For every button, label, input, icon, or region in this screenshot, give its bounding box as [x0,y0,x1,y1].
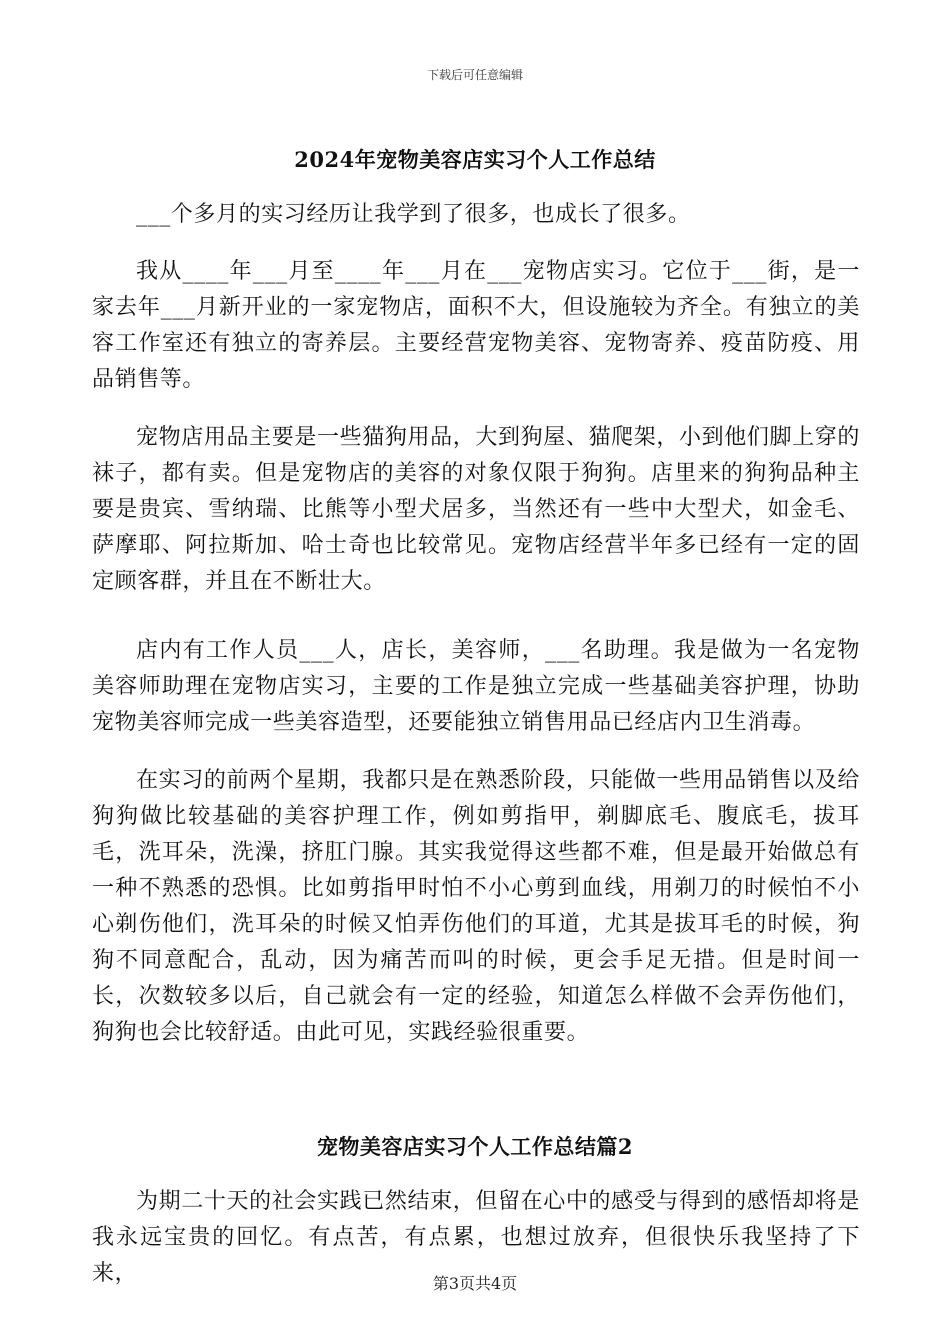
paragraph-first-weeks: 在实习的前两个星期，我都只是在熟悉阶段，只能做一些用品销售以及给狗狗做比较基础的美容护理工作，例如剪指甲，剃脚底毛、腹底毛，拔耳毛，洗耳朵，洗澡，挤肛门腺。其实我觉得这些都不难，但是最开始做总有一种不熟悉的恐惧。比如剪指甲时怕不小心剪到血线，用剃刀的时候怕不小心剃伤他们，洗耳朵的时候又怕弄伤他们的耳道，尤其是拔耳毛的时候，狗狗不同意配合，乱动，因为痛苦而叫的时候，更会手足无措。但是时间一长，次数较多以后，自己就会有一定的经验，知道怎么样做不会弄伤他们，狗狗也会比较舒适。由此可见，实践经验很重要。 [92,768,860,1045]
page-number: 第3页共4页 [432,1274,518,1293]
page-header-note: 下载后可任意编辑 [426,68,523,82]
paragraph-store-products: 宠物店用品主要是一些猫狗用品，大到狗屋、猫爬架，小到他们脚上穿的袜子，都有卖。但是宠物店的美容的对象仅限于狗狗。店里来的狗狗品种主要是贵宾、雪纳瑞、比熊等小型犬居多，当然还有一些中大型犬，如金毛、萨摩耶、阿拉斯加、哈士奇也比较常见。宠物店经营半年多已经有一定的固定顾客群，并且在不断壮大。 [92,425,860,594]
document-title: 2024年宠物美容店实习个人工作总结 [294,147,656,172]
paragraph-internship-details: 我从____年___月至____年___月在___宠物店实习。它位于___街，是一家去年___月新开业的一家宠物店，面积不大，但设施较为齐全。有独立的美容工作室还有独立的寄养层。主要经营宠物美容、宠物寄养、疫苗防疫、用品销售等。 [92,259,860,392]
paragraph-intro: ___个多月的实习经历让我学到了很多，也成长了很多。 [136,202,691,227]
section-2-title: 宠物美容店实习个人工作总结篇2 [316,1134,634,1159]
paragraph-staff: 店内有工作人员___人，店长，美容师，___名助理。我是做为一名宠物美容师助理在宠物店实习，主要的工作是独立完成一些基础美容护理，协助宠物美容师完成一些美容造型，还要能独立销售用品已经店内卫生消毒。 [92,638,860,735]
paragraph-section-2: 为期二十天的社会实践已然结束，但留在心中的感受与得到的感悟却将是我永远宝贵的回忆。有点苦，有点累，也想过放弃，但很快乐我坚持了下来， [92,1189,860,1286]
